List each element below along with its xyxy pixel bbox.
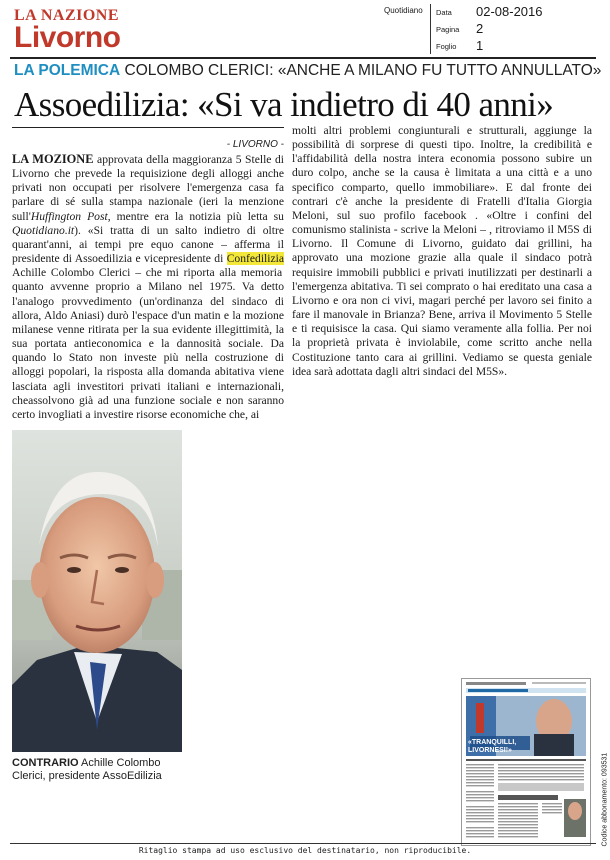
footer-notice: Ritaglio stampa ad uso esclusivo del destinatario, non riproducibile. — [138, 846, 472, 855]
meta-label-sheet: Foglio — [436, 42, 457, 51]
highlighted-term: Confedilizia — [226, 252, 284, 266]
portrait-photo — [12, 430, 182, 752]
caption-label: CONTRARIO — [12, 757, 79, 769]
masthead-rule — [10, 57, 596, 59]
page-thumbnail — [461, 678, 591, 846]
publication-kind: Quotidiano — [384, 6, 423, 15]
meta-value-date: 02-08-2016 — [476, 4, 543, 19]
meta-box — [384, 4, 596, 54]
article-body-continued: molti altri problemi congiunturali e strutturali, aggiunge la possibilità di sorprese di questi tipo. Inoltre, la credibilità e l'affidabilità della nostra intera economia possono subire un duro colpo, anche se la causa è limitata a una città e a uno specifico comparto, quello immobiliare». E dal fronte dei contrari c'è anche la presidente di Fratelli d'Italia Giorgia Meloni, sul suo profilo facebook . «Oltre i confini del comunismo stalinista - scrive la Meloni – , ritroviamo il M5S di Livorno. Il Comune di Livorno, guidato dai grillini, ha approvato una mozione grazie alla quale il sindaco potrà requisire immobili pubblici e privati inutilizzati per destinarli a l'emergenza abitativa. Ti sei comprato o hai ereditato una casa a Livorno e ora non ci vivi, magari perché per lavoro sei finito a fare il manovale in Brianza? Bene, arriva il Movimento 5 Stelle e ti requisisce la casa. Qui siamo veramente alla follia. Per noi la proprietà privata è inviolabile, come scritto anche nella Costituzione tanto cara ai grillini. Vediamo se questa geniale idea sarà adottata dagli altri sindaci del M5S». — [292, 124, 592, 378]
article-body — [12, 152, 284, 422]
footer-rule — [10, 843, 596, 844]
meta-value-page: 2 — [476, 21, 484, 36]
kicker-section: LA POLEMICA — [14, 62, 121, 79]
meta-label-page: Pagina — [436, 25, 460, 34]
masthead — [14, 8, 174, 52]
article-text: approvata della maggioranza 5 Stelle di Livorno che prevede la requisizione degli alloggi anche privati non occupati per risolvere l'emergenza casa fa parlare di sé sulla stampa nazionale (ieri la menzione sull' — [12, 153, 284, 223]
portrait-image — [12, 430, 182, 752]
article-text: Achille Colombo Clerici – che mi riporta alla memoria quanto avvenne proprio a Milano nel 1975. Va detto l'analogo provvedimento (un'ordinanza del sindaco di allora, Aldo Aniasi) durò l'espace d'un matin e la mozione milanese venne ritirata per la sua evidente illegittimità, la sua portata antieconomica e la dannosità sociale. Da quando lo Stato non investe più nella costruzione di alloggi popolari, la risposta alla domanda abitativa viene lasciata agli investitori privati italiani e internazionali, cheassolvono già ad una funzione sociale e non saranno certo invogliati a investire risorse economiche che, ai — [12, 266, 284, 421]
thumbnail-headline: «TRANQUILLI, LIVORNESI!» — [468, 739, 517, 754]
article-text: , mentre era la notizia più letta su — [107, 209, 284, 223]
kicker — [14, 62, 602, 80]
article-column-1 — [12, 138, 284, 422]
masthead-city: Livorno — [14, 21, 121, 54]
meta-label-date: Data — [436, 8, 452, 17]
article-column-2 — [292, 124, 592, 379]
subscription-code-text: Codice abbonamento: 093531 — [601, 752, 609, 847]
article-ref-huffington: Huffington Post — [30, 209, 108, 223]
masthead-top: LA NAZIONE — [14, 7, 120, 24]
dateline: - LIVORNO - — [226, 139, 284, 150]
page-thumbnail-image — [462, 679, 590, 845]
caption-text: Achille Colombo Clerici, presidente AssoEdilizia — [12, 757, 162, 782]
article-lead: LA MOZIONE — [12, 152, 94, 166]
headline-rule — [12, 127, 284, 128]
kicker-text: COLOMBO CLERICI: «ANCHE A MILANO FU TUTTO ANNULLATO» — [124, 62, 602, 79]
meta-divider — [430, 4, 431, 54]
subscription-code — [596, 752, 610, 850]
meta-value-sheet: 1 — [476, 38, 484, 53]
photo-caption — [12, 757, 192, 783]
article-text: ). «Si tratta di un salto indietro di oltre quarant'anni, ai tempi pre equo canone – afferma il presidente di Assoedilizia e vicepresidente di — [12, 223, 284, 266]
headline: Assoedilizia: «Si va indietro di 40 anni» — [14, 85, 554, 124]
article-ref-quotidiano: Quotidiano.it — [12, 223, 75, 237]
